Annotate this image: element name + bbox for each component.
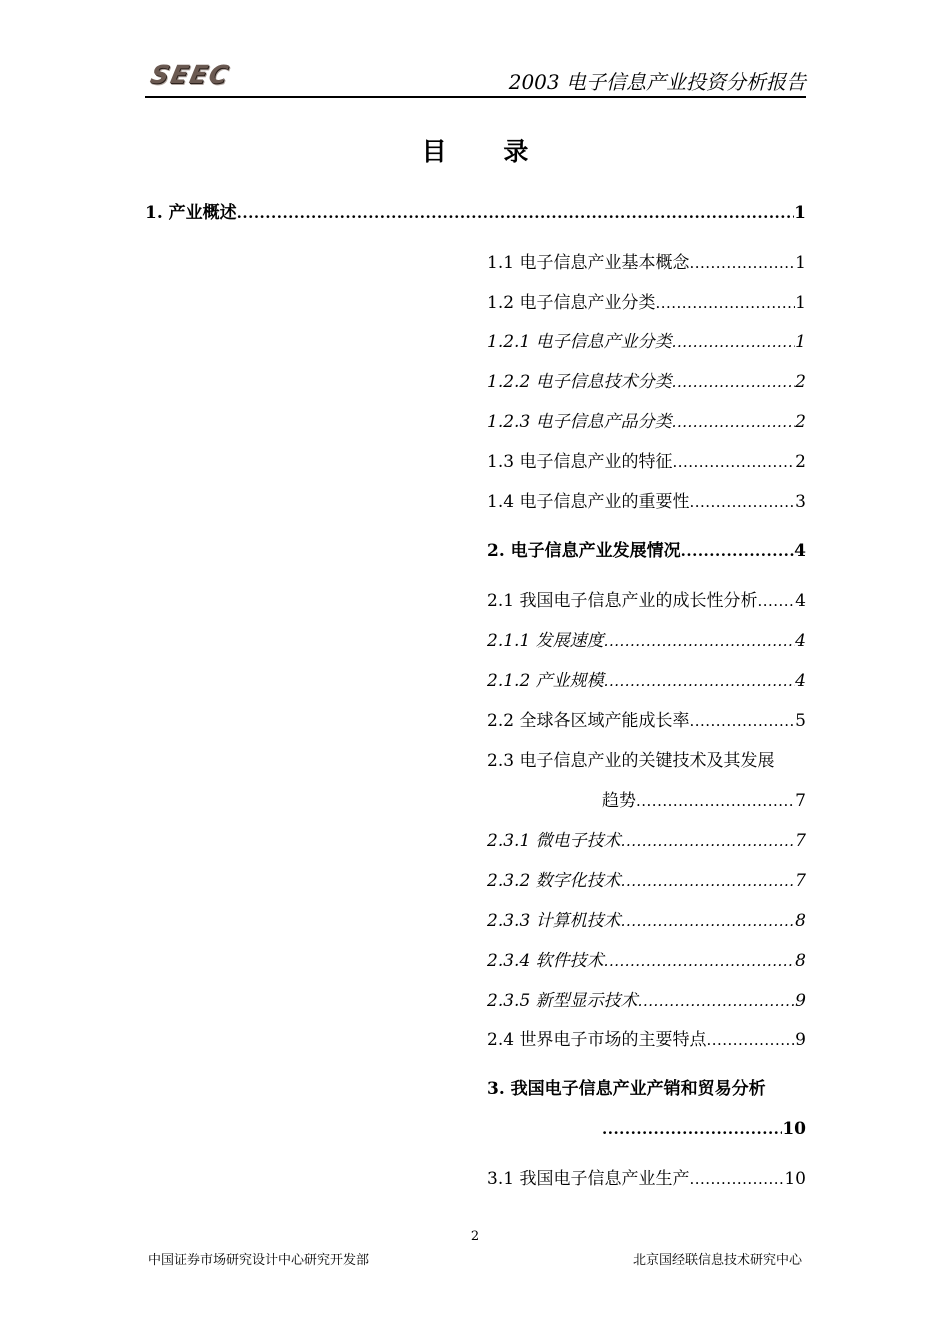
toc-entry-label: 2.4 世界电子市场的主要特点	[487, 1030, 707, 1050]
toc-leader	[602, 1118, 782, 1140]
toc-entry-page: 5	[795, 711, 806, 731]
toc-entry-page: 9	[795, 1030, 806, 1050]
toc-entry-page: 3	[795, 492, 806, 512]
toc-leader	[672, 331, 796, 353]
toc-entry-page: 1	[795, 332, 806, 352]
toc-entry[interactable]	[487, 451, 806, 473]
toc-entry[interactable]	[145, 202, 806, 224]
toc-entry[interactable]	[487, 1168, 806, 1190]
toc-entry-page: 8	[795, 911, 806, 931]
toc-entry-label: 3.1 我国电子信息产业生产	[487, 1169, 690, 1189]
toc-entry-page: 1	[794, 203, 806, 223]
toc-entry-page: 8	[795, 951, 806, 971]
toc-entry-page: 2	[795, 412, 806, 432]
toc-entry[interactable]	[487, 710, 806, 732]
toc-entry[interactable]	[487, 371, 806, 393]
toc-leader	[757, 590, 795, 612]
toc-entry[interactable]	[487, 331, 806, 353]
toc-leader	[636, 790, 795, 812]
toc-entry[interactable]	[487, 830, 806, 852]
toc-leader	[689, 491, 795, 513]
toc-entry-page: 4	[794, 541, 806, 561]
toc-entry[interactable]	[487, 630, 806, 652]
toc-entry-page: 1	[795, 253, 806, 273]
toc-entry-label: 1.2.3 电子信息产品分类	[487, 412, 672, 432]
toc-leader	[621, 870, 796, 892]
toc-leader	[672, 371, 796, 393]
toc-leader	[604, 670, 796, 692]
toc-entry-page: 7	[795, 871, 806, 891]
toc-entry-label: 2.1.1 发展速度	[487, 631, 604, 651]
toc-leader	[689, 1168, 784, 1190]
toc-entry-label: 2.3.1 微电子技术	[487, 831, 621, 851]
toc-leader	[638, 990, 796, 1012]
toc-entry-label: 2.3.4 软件技术	[487, 951, 604, 971]
toc-entry-page: 2	[795, 372, 806, 392]
footer-left-org: 中国证券市场研究设计中心研究开发部	[148, 1253, 370, 1268]
toc-entry[interactable]	[487, 1029, 806, 1051]
toc-leader	[689, 710, 795, 732]
toc-entry-page: 4	[795, 631, 806, 651]
toc-entry[interactable]	[602, 1118, 806, 1140]
toc-entry-label: 1.3 电子信息产业的特征	[487, 452, 673, 472]
toc-entry-page: 7	[795, 831, 806, 851]
toc-entry-label: 2.2 全球各区域产能成长率	[487, 711, 690, 731]
report-title: 2003 电子信息产业投资分析报告	[508, 70, 806, 94]
toc-leader	[672, 451, 795, 473]
toc-entry[interactable]	[487, 910, 806, 932]
toc-entry-label: 1.4 电子信息产业的重要性	[487, 492, 690, 512]
toc-entry-label-cont: 趋势	[602, 791, 636, 811]
toc-entry[interactable]	[487, 670, 806, 692]
toc-entry-page: 10	[782, 1119, 806, 1139]
toc-entry-page: 10	[784, 1169, 806, 1189]
toc-leader	[621, 910, 796, 932]
toc-leader	[706, 1029, 795, 1051]
toc-entry-label: 1.1 电子信息产业基本概念	[487, 253, 690, 273]
toc-entry-label: 1. 产业概述	[145, 203, 237, 223]
toc-leader	[237, 202, 794, 224]
toc-entry[interactable]	[602, 790, 806, 812]
toc-entry[interactable]	[487, 870, 806, 892]
toc-leader	[681, 540, 794, 562]
toc-leader	[655, 292, 795, 314]
page-number: 2	[470, 1229, 480, 1244]
toc-entry-label: 2. 电子信息产业发展情况	[487, 541, 681, 561]
toc-entry-label: 1.2 电子信息产业分类	[487, 293, 656, 313]
toc-entry-label[interactable]: 3. 我国电子信息产业产销和贸易分析	[487, 1079, 766, 1099]
toc-entry-page: 1	[795, 293, 806, 313]
toc-entry-label: 2.3.3 计算机技术	[487, 911, 621, 931]
toc-entry-page: 4	[795, 591, 806, 611]
toc-entry[interactable]	[487, 990, 806, 1012]
toc-entry[interactable]	[487, 590, 806, 612]
toc-entry[interactable]	[487, 540, 806, 562]
toc-leader	[604, 950, 796, 972]
toc-entry-page: 4	[795, 671, 806, 691]
page-header	[145, 58, 806, 98]
toc-entry[interactable]	[487, 292, 806, 314]
toc-entry-page: 9	[795, 991, 806, 1011]
toc-entry-label: 1.2.2 电子信息技术分类	[487, 372, 672, 392]
toc-entry[interactable]	[487, 950, 806, 972]
toc-entry[interactable]	[487, 491, 806, 513]
toc-leader	[604, 630, 796, 652]
toc-entry-label[interactable]: 2.3 电子信息产业的关键技术及其发展	[487, 751, 775, 771]
toc-entry[interactable]	[487, 411, 806, 433]
seec-logo: SEEC	[147, 60, 233, 89]
toc-leader	[689, 252, 795, 274]
toc-entry-page: 7	[795, 791, 806, 811]
toc-entry-label: 2.1 我国电子信息产业的成长性分析	[487, 591, 758, 611]
toc-leader	[621, 830, 796, 852]
toc-entry[interactable]	[487, 252, 806, 274]
toc-entry-label: 2.3.5 新型显示技术	[487, 991, 638, 1011]
footer-right-org: 北京国经联信息技术研究中心	[632, 1253, 802, 1268]
toc-entry-page: 2	[795, 452, 806, 472]
toc-entry-label: 2.3.2 数字化技术	[487, 871, 621, 891]
toc-entry-label: 2.1.2 产业规模	[487, 671, 604, 691]
toc-leader	[672, 411, 796, 433]
toc-entry-label: 1.2.1 电子信息产业分类	[487, 332, 672, 352]
toc-title: 目 录	[421, 137, 553, 166]
